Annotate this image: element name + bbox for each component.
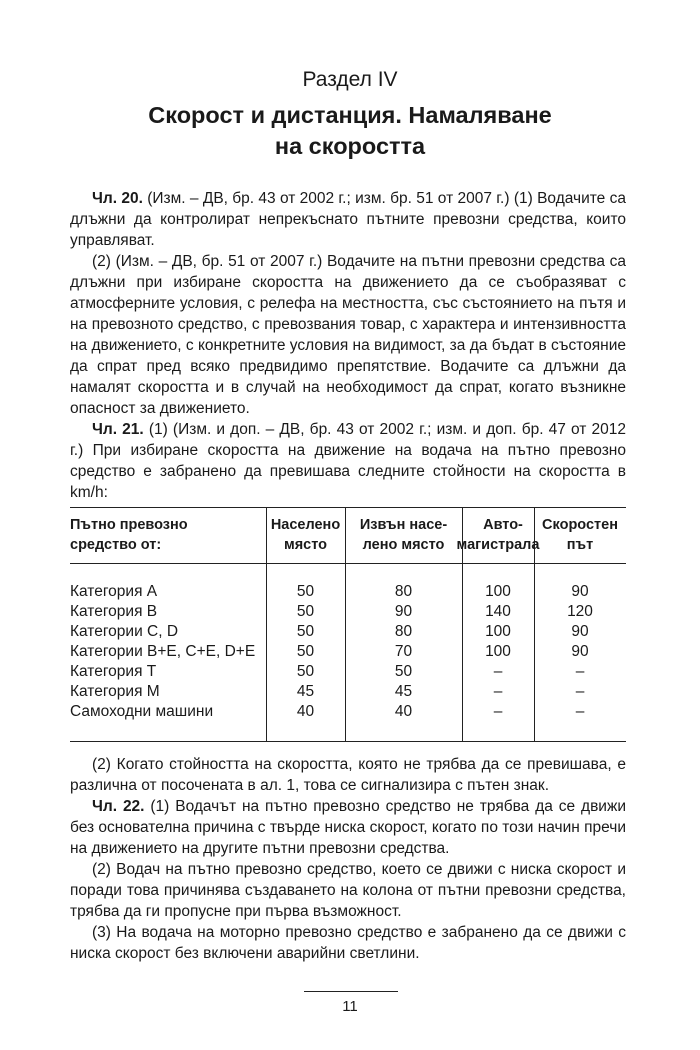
table-cell: 90 xyxy=(571,623,589,640)
table-cell: 50 xyxy=(296,623,315,640)
table-header-vehicle xyxy=(70,507,266,563)
section-title-line-1: Скорост и дистанция. Намаляване xyxy=(148,102,552,128)
table-cell: 120 xyxy=(567,603,593,620)
table-header-settlement xyxy=(266,507,345,563)
table-cell: 90 xyxy=(571,583,589,600)
table-cell: 50 xyxy=(296,583,315,600)
article-22-paragraph-2: (2) Водач на пътно превозно средство, което се движи с ниска скорост и поради това причинява създаването на колона от пътни превозни средства, трябва да ги пропусне при първа възможност. xyxy=(70,861,626,920)
header-line: път xyxy=(566,537,594,553)
table-cell: – xyxy=(575,683,585,700)
table-cell-category: Категории B+E, C+E, D+E xyxy=(70,643,256,660)
article-21-ref: Чл. 21. xyxy=(92,421,144,438)
table-cell-category: Категория T xyxy=(70,663,157,680)
table-header-rule xyxy=(70,563,626,564)
table-cell: 140 xyxy=(485,603,511,620)
header-line: Авто- xyxy=(483,517,523,533)
table-cell-category: Категория M xyxy=(70,683,160,700)
table-cell: 100 xyxy=(485,583,511,600)
table-row xyxy=(70,602,626,622)
header-line: Населено xyxy=(270,517,341,533)
table-cell: 40 xyxy=(296,703,315,720)
table-cell: 50 xyxy=(296,663,315,680)
article-21-p1-text: (1) (Изм. и доп. – ДВ, бр. 43 от 2002 г.; изм. и доп. бр. 47 от 2012 г.) При избиране скоростта на движение на водача на пътно превозно средство е забранено да превишава следните стойности на скоростта в km/h: xyxy=(70,421,626,501)
table-cell-category: Категория A xyxy=(70,583,158,600)
article-20-paragraph-1 xyxy=(70,188,626,251)
header-line: място xyxy=(283,537,328,553)
article-20-paragraph-2: (2) (Изм. – ДВ, бр. 51 от 2007 г.) Водачите на пътни превозни средства са длъжни при избиране скоростта на движението да се съобразяват с атмосферните условия, с релефа на местността, със състоянието на пътя и на превозното средство, с превозвания товар, с характера и интензивността на движението, с конкретните условия на видимост, за да бъдат в състояние да спрат пред всяко предвидимо препятствие. Водачите са длъжни да намалят скоростта и в случай на необходимост да спрат, когато възникне опасност за движението. xyxy=(70,253,626,417)
table-header-motorway xyxy=(456,507,540,563)
table-cell: 45 xyxy=(394,683,413,700)
table-cell: 80 xyxy=(394,583,413,600)
table-cell: 50 xyxy=(296,603,315,620)
table-bottom-rule xyxy=(70,741,626,742)
table-row xyxy=(70,662,626,682)
table-cell: – xyxy=(493,703,503,720)
table-row xyxy=(70,642,626,662)
article-20-21-text xyxy=(70,188,626,503)
table-cell-category: Категория B xyxy=(70,603,158,620)
table-row xyxy=(70,702,626,722)
header-line: лено място xyxy=(362,537,445,553)
table-cell: – xyxy=(493,663,503,680)
section-title-line-2: на скоростта xyxy=(274,133,426,159)
page-number: 11 xyxy=(342,998,358,1015)
table-cell: 50 xyxy=(394,663,413,680)
table-cell: – xyxy=(493,683,503,700)
table-cell: – xyxy=(575,663,585,680)
table-row xyxy=(70,622,626,642)
section-title xyxy=(0,100,700,162)
article-21-paragraph-2: (2) Когато стойността на скоростта, която не трябва да се превишава, е различна от посочената в ал. 1, това се сигнализира с пътен знак. xyxy=(70,756,626,794)
table-cell-category: Самоходни машини xyxy=(70,703,214,720)
table-cell: 45 xyxy=(296,683,315,700)
table-row xyxy=(70,582,626,602)
header-line: магистрала xyxy=(456,537,540,553)
article-20-ref: Чл. 20. xyxy=(92,190,143,207)
article-22-paragraph-3: (3) На водача на моторно превозно средство е забранено да се движи с ниска скорост без включени аварийни светлини. xyxy=(70,924,626,962)
header-line: Скоростен xyxy=(542,517,618,533)
table-cell: 90 xyxy=(571,643,589,660)
table-cell: – xyxy=(575,703,585,720)
article-22-paragraph-1 xyxy=(70,796,626,859)
footer-rule xyxy=(304,991,398,992)
table-cell: 40 xyxy=(394,703,413,720)
table-cell: 50 xyxy=(296,643,315,660)
table-cell-category: Категории C, D xyxy=(70,623,179,640)
section-label: Раздел IV xyxy=(302,68,398,91)
article-20-p1-text: (Изм. – ДВ, бр. 43 от 2002 г.; изм. бр. 51 от 2007 г.) (1) Водачите са длъжни да контролират непрекъснато пътните превозни средства, които управляват. xyxy=(70,190,626,249)
table-row xyxy=(70,682,626,702)
article-22-p1-text: (1) Водачът на пътно превозно средство не трябва да се движи без основателна причина с твърде ниска скорост, когато по този начин пречи на движението на другите пътни превозни средства. xyxy=(70,798,626,857)
article-21-22-text xyxy=(70,754,626,964)
header-line: Пътно превозно xyxy=(70,517,188,533)
table-cell: 90 xyxy=(394,603,413,620)
table-header-outside-settlement xyxy=(345,507,462,563)
table-cell: 80 xyxy=(394,623,413,640)
table-header-expressway xyxy=(534,507,626,563)
header-line: Извън насе- xyxy=(359,517,448,533)
header-line: средство от: xyxy=(70,537,162,553)
table-cell: 70 xyxy=(394,643,413,660)
table-cell: 100 xyxy=(485,643,511,660)
article-22-ref: Чл. 22. xyxy=(92,798,145,815)
table-cell: 100 xyxy=(485,623,511,640)
article-21-paragraph-1 xyxy=(70,419,626,503)
